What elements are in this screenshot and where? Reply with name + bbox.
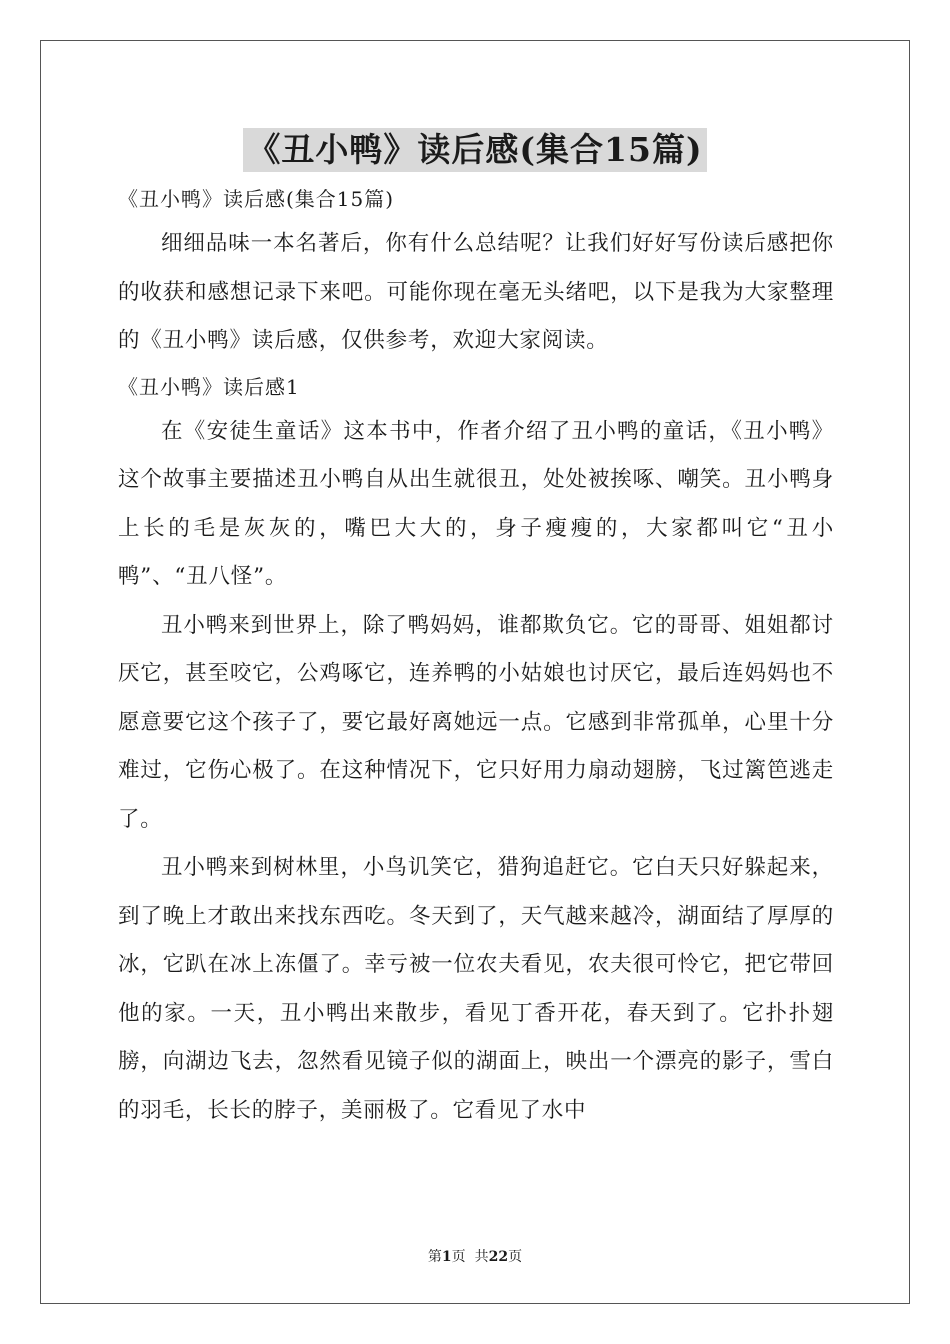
document-body	[118, 178, 834, 1135]
body-paragraph: 丑小鸭来到世界上，除了鸭妈妈，谁都欺负它。它的哥哥、姐姐都讨厌它，甚至咬它，公鸡啄它，连养鸭的小姑娘也讨厌它，最后连妈妈也不愿意要它这个孩子了，要它最好离她远一点。它感到非常孤单，心里十分难过，它伤心极了。在这种情况下，它只好用力扇动翅膀，飞过篱笆逃走了。	[118, 612, 834, 832]
document-subtitle: 《丑小鸭》读后感(集合15篇)	[118, 187, 395, 211]
footer-total-pages: 22	[488, 1249, 509, 1265]
footer-page-prefix: 第	[427, 1249, 442, 1265]
footer-page-suffix: 页	[508, 1249, 523, 1265]
footer-page-mid: 页 共	[451, 1249, 489, 1265]
body-paragraph: 在《安徒生童话》这本书中，作者介绍了丑小鸭的童话，《丑小鸭》这个故事主要描述丑小鸭自从出生就很丑，处处被挨啄、嘲笑。丑小鸭身上长的毛是灰灰的，嘴巴大大的，身子瘦瘦的，大家都叫它“丑小鸭”、“丑八怪”。	[118, 418, 834, 589]
page-footer	[0, 1248, 950, 1266]
document-title-container	[0, 128, 950, 172]
footer-current-page: 1	[441, 1249, 452, 1265]
section-heading: 《丑小鸭》读后感1	[118, 374, 300, 399]
document-title: 《丑小鸭》读后感(集合15篇)	[243, 128, 706, 172]
body-paragraph: 丑小鸭来到树林里，小鸟讥笑它，猎狗追赶它。它白天只好躲起来，到了晚上才敢出来找东西吃。冬天到了，天气越来越冷，湖面结了厚厚的冰，它趴在冰上冻僵了。幸亏被一位农夫看见，农夫很可怜它，把它带回他的家。一天，丑小鸭出来散步，看见丁香开花，春天到了。它扑扑翅膀，向湖边飞去，忽然看见镜子似的湖面上，映出一个漂亮的影子，雪白的羽毛，长长的脖子，美丽极了。它看见了水中	[118, 855, 834, 1123]
intro-paragraph: 细细品味一本名著后，你有什么总结呢？让我们好好写份读后感把你的收获和感想记录下来吧。可能你现在毫无头绪吧，以下是我为大家整理的《丑小鸭》读后感，仅供参考，欢迎大家阅读。	[118, 231, 834, 353]
